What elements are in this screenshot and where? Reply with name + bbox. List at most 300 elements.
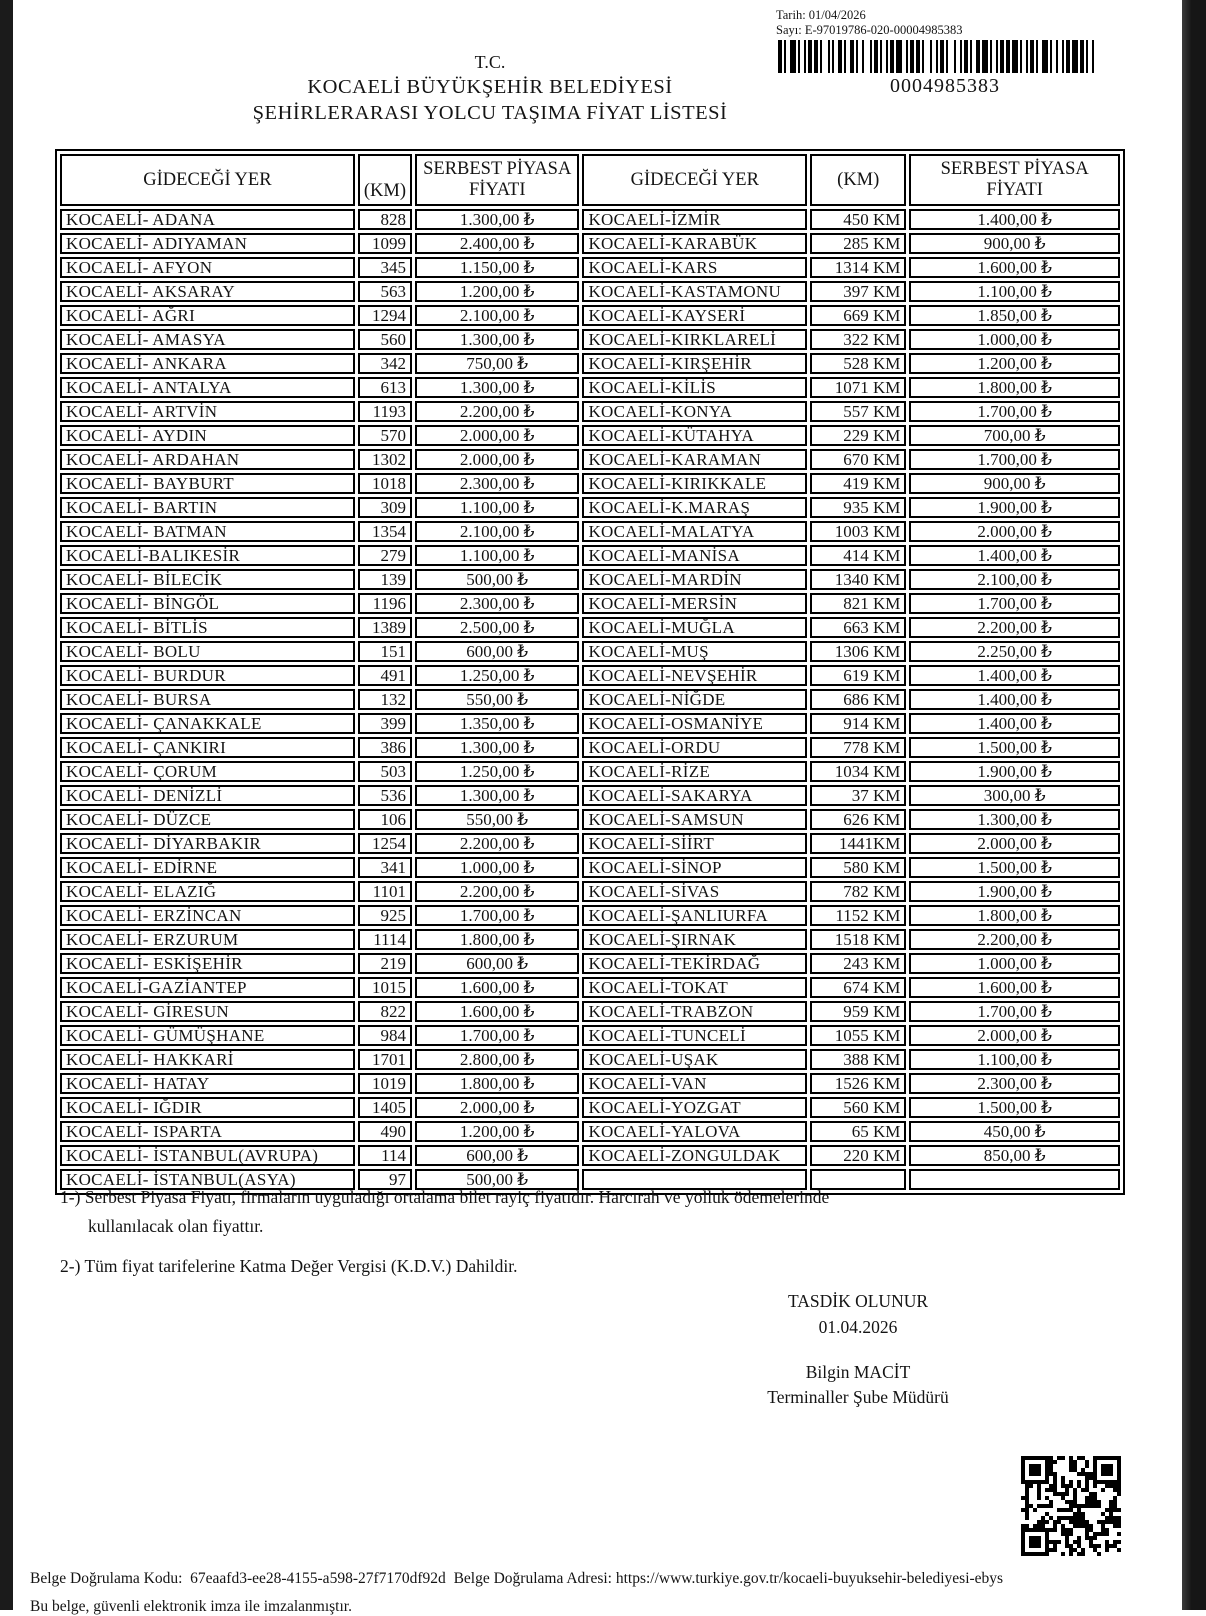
km-cell: 97 — [358, 1169, 412, 1190]
destination-cell: KOCAELİ-K.MARAŞ — [582, 497, 807, 518]
doc-number-label: Sayı: — [776, 23, 802, 37]
destination-cell: KOCAELİ-KARABÜK — [582, 233, 807, 254]
km-cell: 782 KM — [810, 881, 906, 902]
km-cell: 65 KM — [810, 1121, 906, 1142]
km-cell: 386 — [358, 737, 412, 758]
notes-block — [60, 1183, 1200, 1281]
qr-code — [1021, 1456, 1121, 1556]
destination-cell: KOCAELİ-TRABZON — [582, 1001, 807, 1022]
price-cell: 2.000,00 ₺ — [415, 1097, 579, 1118]
price-cell: 600,00 ₺ — [415, 1145, 579, 1166]
destination-cell: KOCAELİ- ÇANAKKALE — [60, 713, 355, 734]
destination-cell: KOCAELİ-SAMSUN — [582, 809, 807, 830]
km-cell: 1254 — [358, 833, 412, 854]
table-row — [60, 377, 1120, 398]
destination-cell: KOCAELİ-OSMANİYE — [582, 713, 807, 734]
table-header-row — [60, 154, 1120, 206]
destination-cell: KOCAELİ- BURDUR — [60, 665, 355, 686]
km-cell: 560 — [358, 329, 412, 350]
km-cell: 1518 KM — [810, 929, 906, 950]
km-cell: 388 KM — [810, 1049, 906, 1070]
verification-code-label: Belge Doğrulama Kodu: — [30, 1570, 183, 1587]
header-km-left: (KM) — [358, 154, 412, 206]
right-dark-edge — [1182, 0, 1206, 1610]
destination-cell: KOCAELİ- AYDIN — [60, 425, 355, 446]
verification-line — [30, 1570, 1003, 1588]
price-cell: 1.100,00 ₺ — [415, 545, 579, 566]
price-cell: 1.200,00 ₺ — [415, 281, 579, 302]
destination-cell: KOCAELİ-MERSİN — [582, 593, 807, 614]
table-row — [60, 617, 1120, 638]
destination-cell: KOCAELİ- BİNGÖL — [60, 593, 355, 614]
km-cell: 1405 — [358, 1097, 412, 1118]
signer-name: Bilgin MACİT — [805, 1362, 911, 1382]
table-row — [60, 1121, 1120, 1142]
km-cell: 414 KM — [810, 545, 906, 566]
price-cell: 1.400,00 ₺ — [909, 713, 1120, 734]
approval-date: 01.04.2026 — [818, 1317, 898, 1337]
price-cell: 2.200,00 ₺ — [909, 929, 1120, 950]
header-destination-right: GİDECEĞİ YER — [582, 154, 807, 206]
price-cell: 2.250,00 ₺ — [909, 641, 1120, 662]
table-row — [60, 281, 1120, 302]
price-cell: 1.350,00 ₺ — [415, 713, 579, 734]
destination-cell: KOCAELİ-MALATYA — [582, 521, 807, 542]
km-cell: 322 KM — [810, 329, 906, 350]
km-cell: 219 — [358, 953, 412, 974]
price-cell: 500,00 ₺ — [415, 569, 579, 590]
table-row — [60, 497, 1120, 518]
header-price-left: SERBEST PİYASA FİYATI — [415, 154, 579, 206]
km-cell: 686 KM — [810, 689, 906, 710]
km-cell: 563 — [358, 281, 412, 302]
km-cell: 536 — [358, 785, 412, 806]
price-cell: 1.700,00 ₺ — [909, 401, 1120, 422]
price-cell: 2.000,00 ₺ — [909, 1025, 1120, 1046]
title-tc: T.C. — [474, 52, 506, 72]
km-cell: 285 KM — [810, 233, 906, 254]
destination-cell: KOCAELİ- ÇANKIRI — [60, 737, 355, 758]
km-cell: 925 — [358, 905, 412, 926]
price-cell: 1.200,00 ₺ — [415, 1121, 579, 1142]
destination-cell: KOCAELİ-TOKAT — [582, 977, 807, 998]
destination-cell: KOCAELİ-SİVAS — [582, 881, 807, 902]
destination-cell: KOCAELİ-ŞIRNAK — [582, 929, 807, 950]
destination-cell: KOCAELİ-KÜTAHYA — [582, 425, 807, 446]
price-cell: 1.900,00 ₺ — [909, 881, 1120, 902]
destination-cell: KOCAELİ-NEVŞEHİR — [582, 665, 807, 686]
km-cell: 1701 — [358, 1049, 412, 1070]
km-cell: 309 — [358, 497, 412, 518]
km-cell: 345 — [358, 257, 412, 278]
km-cell: 490 — [358, 1121, 412, 1142]
price-cell: 1.100,00 ₺ — [909, 1049, 1120, 1070]
barcode-number: 0004985383 — [890, 75, 1000, 97]
date-value: 01/04/2026 — [808, 8, 866, 22]
destination-cell: KOCAELİ- İSTANBUL(ASYA) — [60, 1169, 355, 1190]
km-cell: 139 — [358, 569, 412, 590]
price-cell: 1.500,00 ₺ — [909, 857, 1120, 878]
note-1-line-2: kullanılacak olan fiyattır. — [88, 1216, 264, 1236]
verification-address-label: Belge Doğrulama Adresi: — [453, 1570, 612, 1587]
destination-cell: KOCAELİ-NİĞDE — [582, 689, 807, 710]
price-cell: 1.000,00 ₺ — [909, 953, 1120, 974]
km-cell: 1015 — [358, 977, 412, 998]
price-cell: 1.800,00 ₺ — [415, 1073, 579, 1094]
km-cell: 619 KM — [810, 665, 906, 686]
price-cell: 2.000,00 ₺ — [415, 449, 579, 470]
document-title-block — [55, 50, 925, 126]
destination-cell: KOCAELİ- AMASYA — [60, 329, 355, 350]
price-cell: 1.000,00 ₺ — [909, 329, 1120, 350]
km-cell: 914 KM — [810, 713, 906, 734]
table-row — [60, 689, 1120, 710]
doc-number-value: E-97019786-020-00004985383 — [804, 23, 963, 37]
km-cell: 670 KM — [810, 449, 906, 470]
price-cell: 1.300,00 ₺ — [415, 737, 579, 758]
table-row — [60, 353, 1120, 374]
destination-cell: KOCAELİ-UŞAK — [582, 1049, 807, 1070]
km-cell: 1340 KM — [810, 569, 906, 590]
price-cell: 2.000,00 ₺ — [909, 521, 1120, 542]
km-cell: 1314 KM — [810, 257, 906, 278]
km-cell: 37 KM — [810, 785, 906, 806]
approval-block — [758, 1288, 958, 1340]
km-cell: 1101 — [358, 881, 412, 902]
table-row — [60, 1097, 1120, 1118]
km-cell: 1099 — [358, 233, 412, 254]
destination-cell: KOCAELİ-KASTAMONU — [582, 281, 807, 302]
table-row — [60, 1025, 1120, 1046]
destination-cell: KOCAELİ- ESKİŞEHİR — [60, 953, 355, 974]
table-row — [60, 521, 1120, 542]
km-cell: 229 KM — [810, 425, 906, 446]
price-cell: 1.300,00 ₺ — [415, 209, 579, 230]
destination-cell: KOCAELİ- IĞDIR — [60, 1097, 355, 1118]
km-cell: 674 KM — [810, 977, 906, 998]
destination-cell: KOCAELİ- ÇORUM — [60, 761, 355, 782]
table-row — [60, 737, 1120, 758]
destination-cell: KOCAELİ-KIRŞEHİR — [582, 353, 807, 374]
table-row — [60, 953, 1120, 974]
table-row — [60, 545, 1120, 566]
table-row — [60, 1073, 1120, 1094]
price-cell: 2.000,00 ₺ — [415, 425, 579, 446]
km-cell: 984 — [358, 1025, 412, 1046]
note-2: 2-) Tüm fiyat tarifelerine Katma Değer Vergisi (K.D.V.) Dahildir. — [60, 1256, 518, 1276]
km-cell: 342 — [358, 353, 412, 374]
signature-block — [738, 1360, 978, 1410]
km-cell: 397 KM — [810, 281, 906, 302]
km-cell: 557 KM — [810, 401, 906, 422]
destination-cell: KOCAELİ- DENİZLİ — [60, 785, 355, 806]
price-cell: 1.600,00 ₺ — [909, 977, 1120, 998]
km-cell: 132 — [358, 689, 412, 710]
destination-cell: KOCAELİ- AFYON — [60, 257, 355, 278]
km-cell: 1114 — [358, 929, 412, 950]
km-cell: 663 KM — [810, 617, 906, 638]
table-row — [60, 209, 1120, 230]
title-municipality: KOCAELİ BÜYÜKŞEHİR BELEDİYESİ — [307, 76, 673, 98]
km-cell: 114 — [358, 1145, 412, 1166]
price-cell: 1.150,00 ₺ — [415, 257, 579, 278]
table-row — [60, 449, 1120, 470]
km-cell: 1055 KM — [810, 1025, 906, 1046]
price-cell: 900,00 ₺ — [909, 233, 1120, 254]
km-cell: 613 — [358, 377, 412, 398]
table-row — [60, 1049, 1120, 1070]
km-cell: 1389 — [358, 617, 412, 638]
km-cell: 626 KM — [810, 809, 906, 830]
destination-cell: KOCAELİ- ADANA — [60, 209, 355, 230]
km-cell: 151 — [358, 641, 412, 662]
price-cell: 300,00 ₺ — [909, 785, 1120, 806]
price-cell: 2.200,00 ₺ — [415, 833, 579, 854]
price-cell: 1.900,00 ₺ — [909, 761, 1120, 782]
price-cell: 2.100,00 ₺ — [415, 521, 579, 542]
price-cell: 550,00 ₺ — [415, 809, 579, 830]
price-cell: 2.300,00 ₺ — [415, 593, 579, 614]
km-cell: 1034 KM — [810, 761, 906, 782]
title-price-list: ŞEHİRLERARASI YOLCU TAŞIMA FİYAT LİSTESİ — [252, 102, 728, 124]
price-cell: 1.300,00 ₺ — [415, 329, 579, 350]
table-row — [60, 665, 1120, 686]
km-cell: 1193 — [358, 401, 412, 422]
destination-cell: KOCAELİ- BOLU — [60, 641, 355, 662]
price-cell: 1.100,00 ₺ — [909, 281, 1120, 302]
destination-cell: KOCAELİ-SAKARYA — [582, 785, 807, 806]
destination-cell: KOCAELİ-SİNOP — [582, 857, 807, 878]
destination-cell: KOCAELİ- DİYARBAKIR — [60, 833, 355, 854]
verification-code-value: 67eaafd3-ee28-4155-a598-27f7170df92d — [190, 1570, 446, 1587]
km-cell: 1196 — [358, 593, 412, 614]
verification-address-value: https://www.turkiye.gov.tr/kocaeli-buyuksehir-belediyesi-ebys — [615, 1570, 1004, 1587]
km-cell: 778 KM — [810, 737, 906, 758]
km-cell: 341 — [358, 857, 412, 878]
table-row — [60, 233, 1120, 254]
km-cell: 106 — [358, 809, 412, 830]
destination-cell: KOCAELİ-KİLİS — [582, 377, 807, 398]
km-cell: 822 — [358, 1001, 412, 1022]
table-row — [60, 329, 1120, 350]
km-cell: 1018 — [358, 473, 412, 494]
price-cell: 1.700,00 ₺ — [909, 593, 1120, 614]
km-cell: 821 KM — [810, 593, 906, 614]
price-cell: 550,00 ₺ — [415, 689, 579, 710]
header-price-right: SERBEST PİYASA FİYATI — [909, 154, 1120, 206]
km-cell: 580 KM — [810, 857, 906, 878]
price-cell: 600,00 ₺ — [415, 953, 579, 974]
destination-cell: KOCAELİ-MARDİN — [582, 569, 807, 590]
km-cell: 491 — [358, 665, 412, 686]
price-cell: 2.500,00 ₺ — [415, 617, 579, 638]
table-row — [60, 1001, 1120, 1022]
destination-cell: KOCAELİ-TUNCELİ — [582, 1025, 807, 1046]
price-cell: 1.500,00 ₺ — [909, 1097, 1120, 1118]
destination-cell: KOCAELİ- AKSARAY — [60, 281, 355, 302]
destination-cell: KOCAELİ-KIRKLARELİ — [582, 329, 807, 350]
table-row — [60, 857, 1120, 878]
destination-cell: KOCAELİ- İSTANBUL(AVRUPA) — [60, 1145, 355, 1166]
table-row — [60, 569, 1120, 590]
approval-heading: TASDİK OLUNUR — [787, 1291, 929, 1311]
km-cell: 1152 KM — [810, 905, 906, 926]
price-cell: 850,00 ₺ — [909, 1145, 1120, 1166]
price-cell: 1.400,00 ₺ — [909, 665, 1120, 686]
km-cell: 1071 KM — [810, 377, 906, 398]
destination-cell: KOCAELİ-BALIKESİR — [60, 545, 355, 566]
destination-cell: KOCAELİ-KONYA — [582, 401, 807, 422]
price-cell: 1.800,00 ₺ — [415, 929, 579, 950]
left-dark-edge — [0, 0, 13, 1610]
km-cell: 560 KM — [810, 1097, 906, 1118]
table-row — [60, 833, 1120, 854]
table-row — [60, 401, 1120, 422]
price-cell: 1.850,00 ₺ — [909, 305, 1120, 326]
price-cell: 2.200,00 ₺ — [909, 617, 1120, 638]
table-row — [60, 905, 1120, 926]
destination-cell: KOCAELİ-VAN — [582, 1073, 807, 1094]
table-row — [60, 785, 1120, 806]
table-row — [60, 473, 1120, 494]
destination-cell: KOCAELİ-RİZE — [582, 761, 807, 782]
destination-cell: KOCAELİ-İZMİR — [582, 209, 807, 230]
km-cell: 570 — [358, 425, 412, 446]
price-cell: 1.500,00 ₺ — [909, 737, 1120, 758]
price-cell: 1.600,00 ₺ — [415, 1001, 579, 1022]
price-cell: 1.700,00 ₺ — [909, 1001, 1120, 1022]
destination-cell: KOCAELİ-TEKİRDAĞ — [582, 953, 807, 974]
price-cell: 2.800,00 ₺ — [415, 1049, 579, 1070]
price-cell: 1.300,00 ₺ — [415, 785, 579, 806]
price-cell: 2.100,00 ₺ — [909, 569, 1120, 590]
price-cell: 1.300,00 ₺ — [909, 809, 1120, 830]
destination-cell: KOCAELİ-YOZGAT — [582, 1097, 807, 1118]
destination-cell: KOCAELİ- BİLECİK — [60, 569, 355, 590]
km-cell: 959 KM — [810, 1001, 906, 1022]
table-row — [60, 641, 1120, 662]
price-cell: 2.200,00 ₺ — [415, 881, 579, 902]
price-cell: 1.700,00 ₺ — [415, 1025, 579, 1046]
km-cell: 1003 KM — [810, 521, 906, 542]
destination-cell: KOCAELİ-KIRIKKALE — [582, 473, 807, 494]
price-cell: 1.700,00 ₺ — [415, 905, 579, 926]
price-cell: 1.400,00 ₺ — [909, 209, 1120, 230]
table-row — [60, 1145, 1120, 1166]
destination-cell: KOCAELİ-MUĞLA — [582, 617, 807, 638]
destination-cell: KOCAELİ- DÜZCE — [60, 809, 355, 830]
km-cell: 1019 — [358, 1073, 412, 1094]
price-cell: 1.250,00 ₺ — [415, 665, 579, 686]
destination-cell: KOCAELİ-KAYSERİ — [582, 305, 807, 326]
price-cell: 1.300,00 ₺ — [415, 377, 579, 398]
table-row — [60, 929, 1120, 950]
destination-cell: KOCAELİ- ARDAHAN — [60, 449, 355, 470]
price-cell: 1.400,00 ₺ — [909, 689, 1120, 710]
destination-cell: KOCAELİ- BİTLİS — [60, 617, 355, 638]
date-label: Tarih: — [776, 8, 806, 22]
destination-cell: KOCAELİ-SİİRT — [582, 833, 807, 854]
km-cell: 669 KM — [810, 305, 906, 326]
price-cell: 700,00 ₺ — [909, 425, 1120, 446]
table-row — [60, 881, 1120, 902]
km-cell: 528 KM — [810, 353, 906, 374]
signer-title: Terminaller Şube Müdürü — [767, 1387, 949, 1407]
table-row — [60, 977, 1120, 998]
destination-cell: KOCAELİ- BATMAN — [60, 521, 355, 542]
table-row — [60, 425, 1120, 446]
price-cell: 1.800,00 ₺ — [909, 377, 1120, 398]
km-cell: 243 KM — [810, 953, 906, 974]
km-cell: 450 KM — [810, 209, 906, 230]
destination-cell: KOCAELİ- ISPARTA — [60, 1121, 355, 1142]
km-cell: 935 KM — [810, 497, 906, 518]
destination-cell: KOCAELİ- ANTALYA — [60, 377, 355, 398]
price-cell: 1.200,00 ₺ — [909, 353, 1120, 374]
km-cell: 1294 — [358, 305, 412, 326]
price-cell: 450,00 ₺ — [909, 1121, 1120, 1142]
km-cell: 399 — [358, 713, 412, 734]
km-cell: 279 — [358, 545, 412, 566]
destination-cell: KOCAELİ-ŞANLIURFA — [582, 905, 807, 926]
destination-cell: KOCAELİ- ANKARA — [60, 353, 355, 374]
destination-cell: KOCAELİ-MANİSA — [582, 545, 807, 566]
price-cell: 1.250,00 ₺ — [415, 761, 579, 782]
destination-cell: KOCAELİ- GÜMÜŞHANE — [60, 1025, 355, 1046]
price-table-body — [60, 209, 1120, 1190]
price-cell: 1.600,00 ₺ — [415, 977, 579, 998]
header-destination-left: GİDECEĞİ YER — [60, 154, 355, 206]
price-cell: 2.200,00 ₺ — [415, 401, 579, 422]
destination-cell: KOCAELİ- BARTIN — [60, 497, 355, 518]
price-cell: 500,00 ₺ — [415, 1169, 579, 1190]
destination-cell: KOCAELİ- GİRESUN — [60, 1001, 355, 1022]
price-cell: 2.300,00 ₺ — [415, 473, 579, 494]
price-cell: 2.100,00 ₺ — [415, 305, 579, 326]
price-cell: 2.000,00 ₺ — [909, 833, 1120, 854]
price-cell: 1.900,00 ₺ — [909, 497, 1120, 518]
table-row — [60, 257, 1120, 278]
esignature-note: Bu belge, güvenli elektronik imza ile imzalanmıştır. — [30, 1598, 352, 1615]
document-meta — [776, 8, 962, 38]
destination-cell: KOCAELİ- ERZİNCAN — [60, 905, 355, 926]
price-cell: 2.400,00 ₺ — [415, 233, 579, 254]
table-row — [60, 713, 1120, 734]
price-cell: 1.700,00 ₺ — [909, 449, 1120, 470]
destination-cell: KOCAELİ-KARAMAN — [582, 449, 807, 470]
destination-cell: KOCAELİ-MUŞ — [582, 641, 807, 662]
km-cell: 1306 KM — [810, 641, 906, 662]
destination-cell: KOCAELİ- BURSA — [60, 689, 355, 710]
destination-cell: KOCAELİ- BAYBURT — [60, 473, 355, 494]
destination-cell: KOCAELİ-ZONGULDAK — [582, 1145, 807, 1166]
table-row — [60, 593, 1120, 614]
km-cell: 220 KM — [810, 1145, 906, 1166]
destination-cell: KOCAELİ-KARS — [582, 257, 807, 278]
km-cell: 503 — [358, 761, 412, 782]
destination-cell: KOCAELİ- HAKKARİ — [60, 1049, 355, 1070]
destination-cell: KOCAELİ-YALOVA — [582, 1121, 807, 1142]
table-row — [60, 305, 1120, 326]
km-cell: 1526 KM — [810, 1073, 906, 1094]
note-1-line-1: 1-) Serbest Piyasa Fiyatı, firmaların uyguladığı ortalama bilet rayiç fiyatıdır. Harcırah ve yolluk ödemelerinde — [60, 1187, 830, 1207]
price-table — [55, 149, 1125, 1195]
km-cell: 1354 — [358, 521, 412, 542]
price-cell: 1.100,00 ₺ — [415, 497, 579, 518]
destination-cell: KOCAELİ- HATAY — [60, 1073, 355, 1094]
price-cell: 1.800,00 ₺ — [909, 905, 1120, 926]
km-cell: 419 KM — [810, 473, 906, 494]
